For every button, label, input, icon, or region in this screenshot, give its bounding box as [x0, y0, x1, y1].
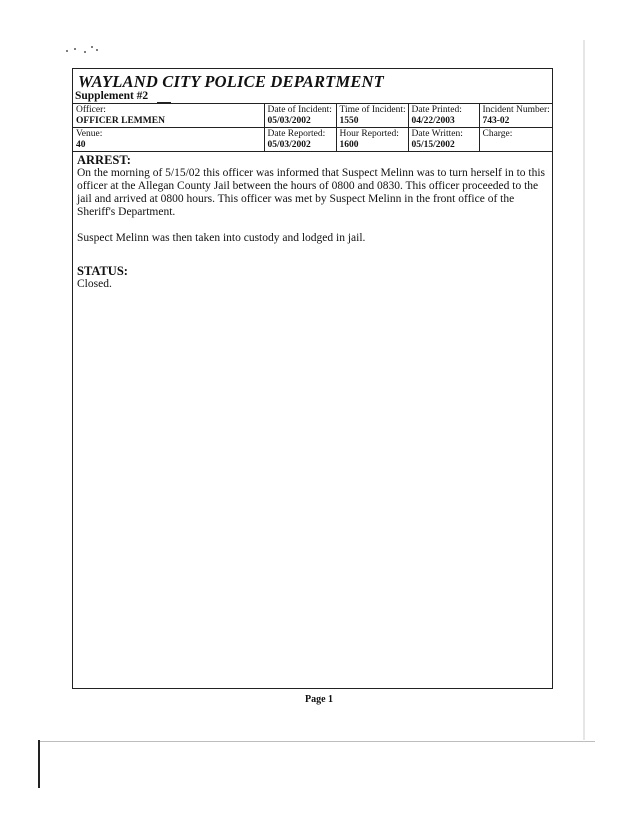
report-frame [72, 68, 553, 689]
scan-speck [96, 49, 98, 51]
arrest-paragraph: On the morning of 5/15/02 this officer was informed that Suspect Melinn was to turn herself in to this officer at the Allegan County Jail between the hours of 0800 and 0830. This officer proceeded to the jail and arrived at 0800 hours. This officer was met by Suspect Melinn in the front office of the Sheriff's Department. [77, 167, 546, 218]
date-of-incident-label: Date of Incident: [267, 105, 332, 115]
charge-cell [479, 128, 552, 152]
venue-label: Venue: [76, 129, 103, 139]
hour-reported-label: Hour Reported: [339, 129, 399, 139]
officer-cell [73, 104, 264, 128]
date-printed-cell [408, 104, 479, 128]
incident-number-label: Incident Number: [482, 105, 550, 115]
date-written-value: 05/15/2002 [411, 139, 455, 150]
scan-speck [74, 48, 76, 50]
arrest-heading: ARREST: [77, 153, 131, 167]
time-of-incident-value: 1550 [339, 115, 359, 126]
status-heading: STATUS: [77, 264, 128, 278]
date-written-cell [408, 128, 479, 152]
date-printed-label: Date Printed: [411, 105, 462, 115]
page-number: Page 1 [304, 694, 334, 705]
scan-artifact-line [40, 741, 595, 742]
officer-label: Officer: [76, 105, 106, 115]
supplement-label: Supplement #2 [75, 90, 149, 102]
time-of-incident-label: Time of Incident: [339, 105, 406, 115]
hour-reported-value: 1600 [339, 139, 359, 150]
hour-reported-cell [336, 128, 408, 152]
officer-value: OFFICER LEMMEN [76, 115, 165, 126]
date-reported-value: 05/03/2002 [267, 139, 311, 150]
venue-cell [73, 128, 264, 152]
date-printed-value: 04/22/2003 [411, 115, 455, 126]
scan-speck [91, 46, 93, 48]
department-title: WAYLAND CITY POLICE DEPARTMENT [78, 72, 384, 91]
scan-artifact-edge [38, 740, 40, 788]
date-reported-label: Date Reported: [267, 129, 326, 139]
scan-speck [84, 51, 86, 53]
date-reported-cell [264, 128, 336, 152]
time-of-incident-cell [336, 104, 408, 128]
info-row [73, 128, 552, 152]
date-of-incident-value: 05/03/2002 [267, 115, 311, 126]
venue-value: 40 [76, 139, 86, 150]
info-row [73, 104, 552, 128]
incident-info-table [73, 103, 552, 152]
incident-number-cell [479, 104, 552, 128]
date-of-incident-cell [264, 104, 336, 128]
page-edge-shadow [583, 40, 585, 740]
narrative-section [77, 154, 547, 291]
scan-speck [66, 50, 68, 52]
charge-label: Charge: [482, 129, 513, 139]
arrest-paragraph: Suspect Melinn was then taken into custody and lodged in jail. [77, 232, 366, 244]
incident-number-value: 743-02 [482, 115, 510, 126]
status-value: Closed. [77, 278, 112, 290]
date-written-label: Date Written: [411, 129, 463, 139]
